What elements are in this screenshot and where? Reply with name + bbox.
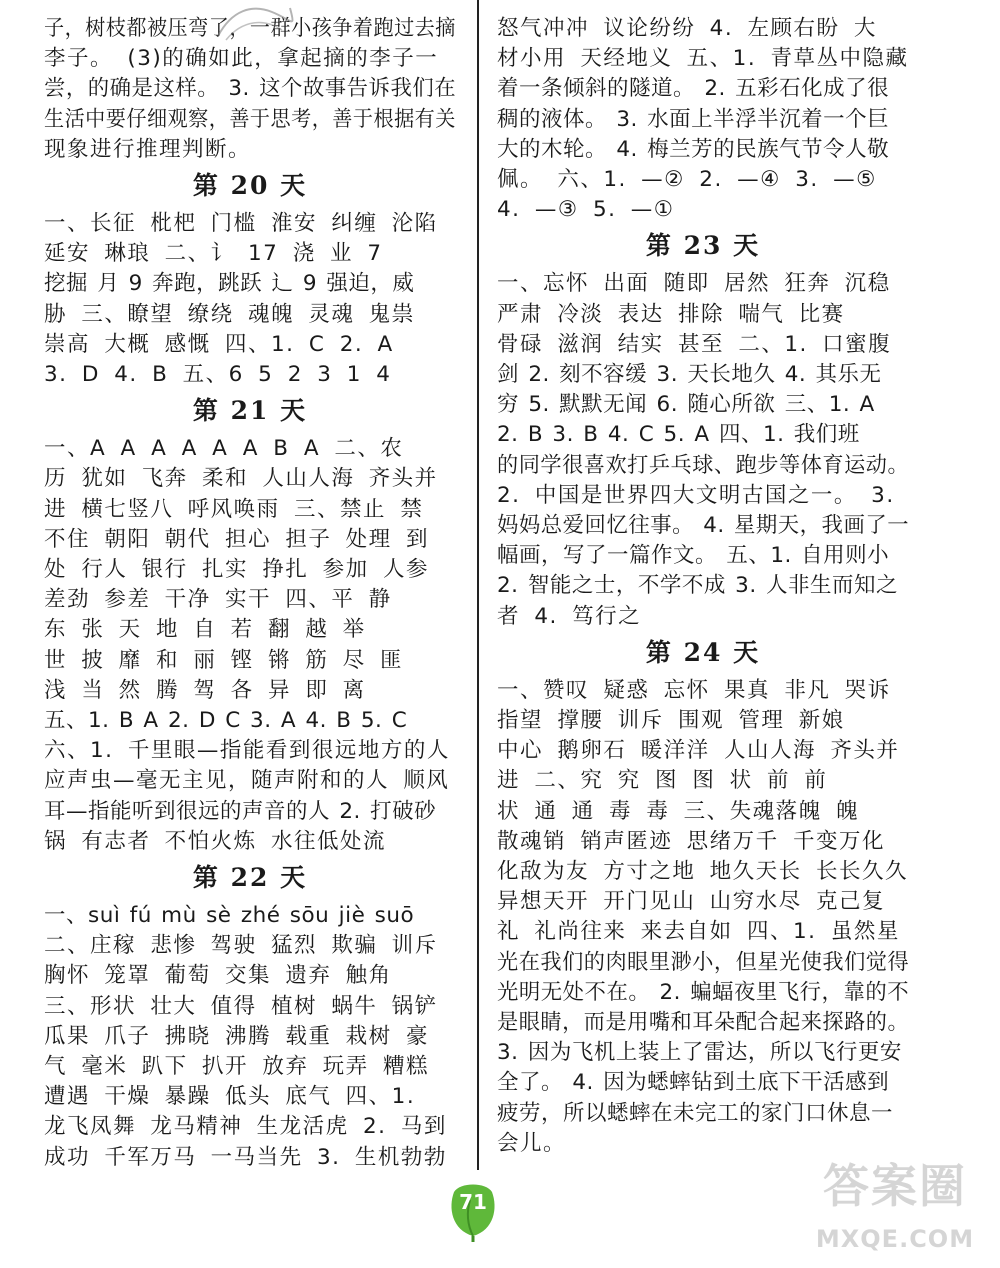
answer-line: 六、1. 千里眼—指能看到很远地方的人 [44,738,450,764]
answer-line: 佩。 六、1. —② 2. —④ 3. —⑤ [497,167,877,192]
answer-line: 者 4. 笃行之 [497,603,642,629]
answer-line: 一、忘怀 出面 随即 居然 狂奔 沉稳 [497,271,891,297]
answer-line: 3. 因为飞机上装上了雷达，所以飞行更安 [497,1040,902,1066]
answer-line: 剑 2. 刻不容缓 3. 天长地久 4. 其乐无 [497,362,882,387]
answer-line: 光明无处不在。 2. 蝙蝠夜里飞行，靠的不 [497,979,910,1005]
page-number-badge [444,1178,502,1242]
answer-line: 不住 朝阳 朝代 担心 担子 处理 到 [44,526,430,552]
answer-line: 成功 千军万马 一马当先 3. 生机勃勃 [44,1144,447,1170]
answer-line: 尝，的确是这样。 3. 这个故事告诉我们在 [44,76,457,102]
answer-line: 指望 撑腰 训斥 围观 管理 新娘 [497,708,845,733]
answer-line: 李子。 (3)的确如此，拿起摘的李子一 [44,46,439,72]
answer-line: 的同学很喜欢打乒乓球、跑步等体育运动。 [497,452,910,478]
answer-line: 气 毫米 趴下 扒开 放弃 玩弄 糟糕 [44,1054,430,1079]
answer-line: 3. D 4. B 五、6 5 2 3 1 4 [44,362,392,387]
answer-line: 崇高 大概 感慨 四、1. C 2. A [44,331,394,357]
answer-line: 二、庄稼 悲惨 驾驶 猛烈 欺骗 训斥 [44,933,438,959]
day-heading: 第 24 天 [645,637,761,667]
day-heading: 第 21 天 [192,396,308,426]
answer-line: 状 通 通 毒 毒 三、失魂落魄 魄 [497,798,860,824]
answer-line: 全了。 4. 因为蟋蟀钻到土底下干活感到 [497,1070,890,1096]
answer-line: 2. 中国是世界四大文明古国之一。 3. [497,482,895,508]
answer-line: 穷 5. 默默无闻 6. 随心所欲 三、1. A [497,392,875,418]
watermark-url: MXQE.COM [815,1225,975,1253]
answer-line: 龙飞凤舞 龙马精神 生龙活虎 2. 马到 [44,1114,447,1140]
answer-line: 骨碌 滋润 结实 甚至 二、1. 口蜜腹 [497,331,892,357]
column-divider [477,0,479,1170]
watermark [800,1158,990,1262]
answer-line: 生活中要仔细观察，善于思考，善于根据有关 [44,106,456,132]
answer-line: 一、长征 枇杷 门槛 淮安 纠缠 沦陷 [44,211,438,236]
answer-line: 世 披 靡 和 丽 铿 锵 筋 尽 匪 [44,647,404,673]
answer-line: 是眼睛，而是用嘴和耳朵配合起来探路的。 [497,1010,910,1035]
answer-line: 应声虫—毫无主见，随声附和的人 顺风 [44,768,450,794]
answer-line: 幅画，写了一篇作文。 五、1. 自用则小 [497,543,890,569]
answer-line: 一、赞叹 疑惑 忘怀 果真 非凡 哭诉 [497,677,891,703]
answer-line: 浅 当 然 腾 驾 各 异 即 离 [44,677,366,703]
answer-line: 处 行人 银行 扎实 挣扎 参加 人参 [44,557,430,582]
answer-line: 2. B 3. B 4. C 5. A 四、1. 我们班 [497,422,860,448]
answer-line: 严肃 冷淡 表达 排除 喘气 比赛 [497,301,845,327]
answer-line: 礼 礼尚往来 来去自如 四、1. 虽然星 [497,919,900,945]
answer-line: 进 二、究 究 图 图 状 前 前 [497,768,828,794]
answer-line: 材小用 天经地义 五、1. 青草丛中隐藏 [497,46,909,72]
answer-line: 耳—指能听到很远的声音的人 2. 打破砂 [44,798,437,824]
answer-line: 2. 智能之士，不学不成 3. 人非生而知之 [497,573,899,599]
page-number: 71 [459,1190,487,1214]
day-heading: 第 23 天 [645,231,761,261]
answer-line: 会儿。 [497,1130,567,1156]
answer-line: 子，树枝都被压弯了，一群小孩争着跑过去摘 [44,16,456,41]
answer-line: 中心 鹅卵石 暖洋洋 人山人海 齐头并 [497,738,900,764]
answer-line: 遭遇 干燥 暴躁 低头 底气 四、1. [44,1084,416,1110]
day-heading: 第 20 天 [192,171,308,200]
answer-line: 异想天开 开门见山 山穷水尽 克己复 [497,889,886,915]
answer-line: 散魂销 销声匿迹 思绪万千 千变万化 [497,828,886,854]
answer-line: 延安 琳琅 二、讠 17 浇 业 7 [44,241,383,267]
answer-line: 光在我们的肉眼里渺小，但星光使我们觉得 [497,949,910,975]
answer-line: 稠的液体。 3. 水面上半浮半沉着一个巨 [497,106,890,132]
answer-line: 五、1. B A 2. D C 3. A 4. B 5. C [44,708,408,733]
answer-line: 着一条倾斜的隧道。 2. 五彩石化成了很 [497,76,890,102]
answer-line: 差劲 参差 干净 实干 四、平 静 [44,587,392,613]
answer-line: 东 张 天 地 自 若 翻 越 举 [44,617,366,643]
day-heading: 第 22 天 [192,863,308,892]
answer-line: 4. —③ 5. —① [497,197,675,223]
answer-line: 疲劳，所以蟋蟀在未完工的家门口休息一 [497,1100,894,1126]
answer-line: 胁 三、瞭望 缭绕 魂魄 灵魂 鬼祟 [44,301,415,327]
answer-line: 一、suì fú mù sè zhé sōu jiè suō [44,903,415,928]
answer-line: 一、A A A A A A B A 二、农 [44,436,404,462]
watermark-logo: 答案圈 [823,1159,967,1213]
answer-line: 胸怀 笼罩 葡萄 交集 遗弃 触角 [44,963,392,989]
answer-line: 锅 有志者 不怕火炼 水往低处流 [44,828,387,854]
answer-line: 大的木轮。 4. 梅兰芳的民族气节令人敬 [497,136,890,162]
answer-line: 妈妈总爱回忆往事。 4. 星期天，我画了一 [497,513,910,538]
answer-line: 瓜果 爪子 拂晓 沸腾 载重 栽树 豪 [44,1023,430,1049]
answer-line: 三、形状 壮大 值得 植树 蜗牛 锅铲 [44,993,438,1019]
answer-line: 挖掘 月 9 奔跑，跳跃 辶 9 强迫，威 [44,271,415,297]
answer-line: 历 犹如 飞奔 柔和 人山人海 齐头并 [44,466,438,492]
pencil-scribble-mark [212,0,302,44]
answer-line: 进 横七竖八 呼风唤雨 三、禁止 禁 [44,496,424,522]
answer-line: 化敌为友 方寸之地 地久天长 长长久久 [497,859,909,884]
answer-line: 怒气冲冲 议论纷纷 4. 左顾右盼 大 [497,16,877,41]
answer-line: 现象进行推理判断。 [44,136,252,162]
